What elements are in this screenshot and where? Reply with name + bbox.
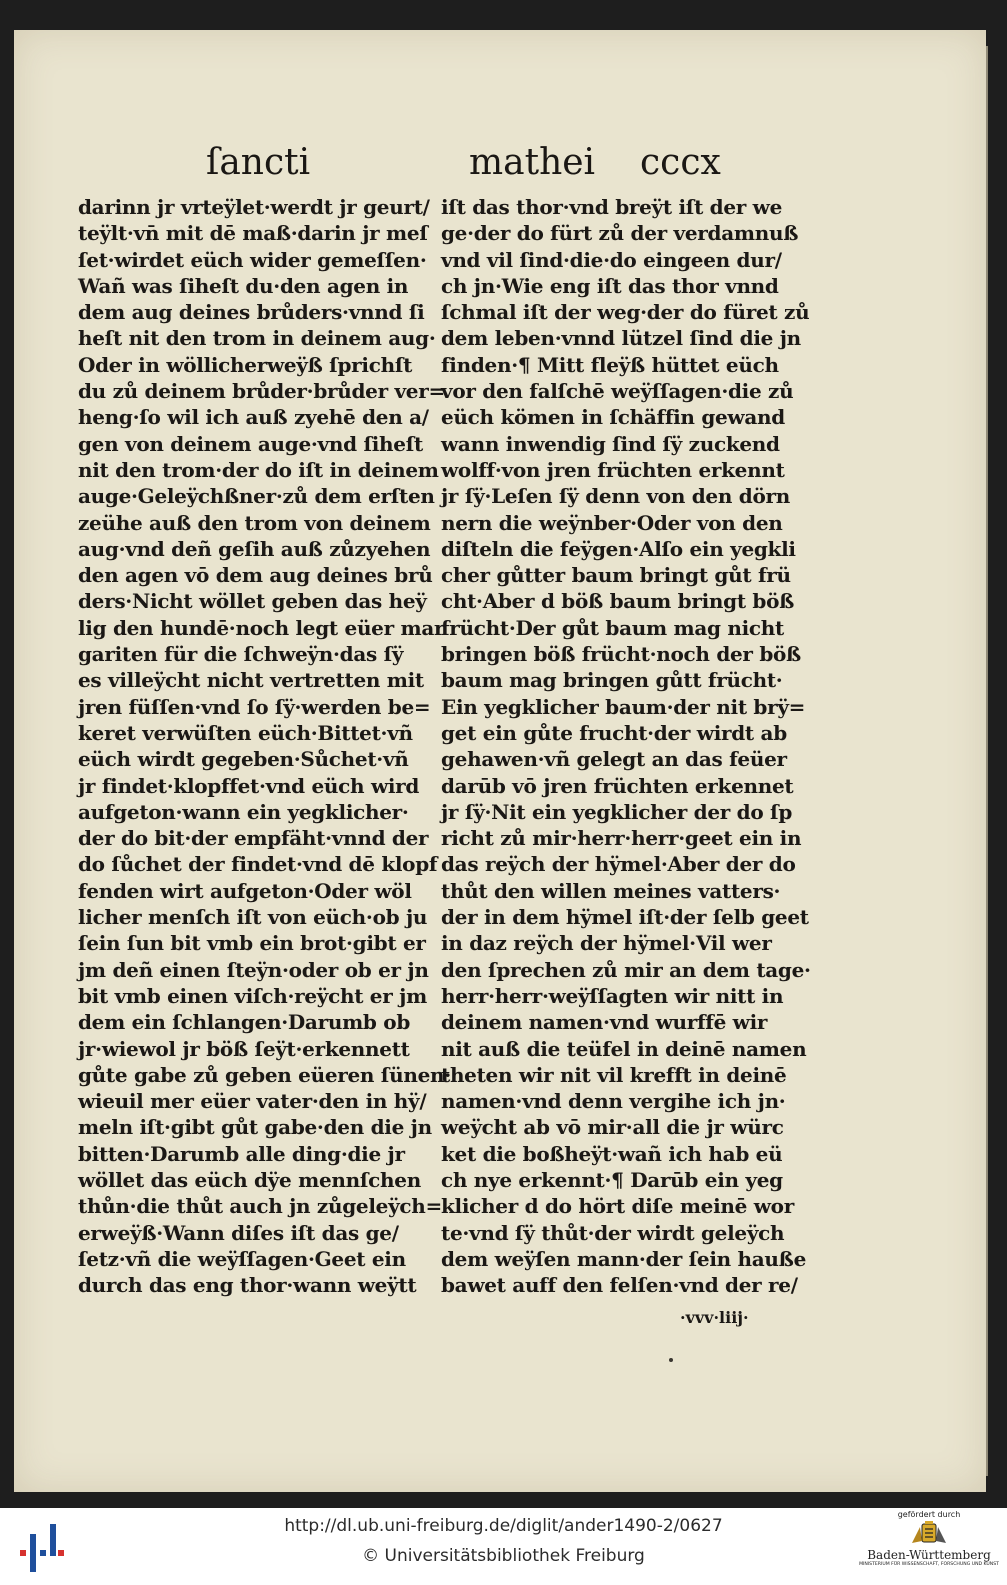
text-line: gehawen·vñ gelegt an das feüer: [441, 747, 787, 772]
text-line: te·vnd ſÿ thůt·der wirdt geleÿch: [441, 1220, 785, 1245]
text-line: ſetz·vñ die weÿſſagen·Geet ein: [78, 1246, 406, 1271]
running-header: [14, 142, 986, 192]
text-line: ſchmal iſt der weg·der do füret zů: [441, 300, 810, 325]
text-line: get ein gůte frucht·der wirdt ab: [441, 720, 787, 745]
text-line: jren füſſen·vnd ſo ſÿ·werden be=: [78, 694, 431, 719]
text-line: darūb vō jren früchten erkennet: [441, 773, 794, 798]
text-line: keret verwüſten eüch·Bittet·vñ: [78, 720, 413, 745]
text-line: nern die weÿnber·Oder von den: [441, 510, 783, 535]
text-line: eüch kömen in ſchäffin gewand: [441, 405, 785, 430]
text-line: namen·vnd denn vergihe ich jn·: [441, 1089, 786, 1114]
text-line: richt zů mir·herr·herr·geet ein in: [441, 826, 802, 851]
text-line: durch das eng thor·wann weÿtt: [78, 1273, 417, 1298]
copyright-notice: © Universitätsbibliothek Freiburg: [362, 1546, 645, 1566]
text-line: gůte gabe zů geben eüeren ſünen·: [78, 1062, 451, 1087]
text-line: wolff·von jren früchten erkennt: [441, 457, 785, 482]
text-line: Oder in wöllicherweÿß ſprichſt: [78, 352, 413, 377]
text-line: dem leben·vnnd lützel ſind die jn: [441, 326, 801, 351]
text-line: wieuil mer eüer vater·den in hÿ/: [78, 1089, 427, 1114]
text-line: wann inwendig ſind ſÿ zuckend: [441, 431, 780, 456]
signature-mark: ·vvv·liij·: [680, 1308, 749, 1327]
text-line: bit vmb einen viſch·reÿcht er jm: [78, 983, 427, 1008]
text-line: theten wir nit vil krefft in deinē: [441, 1062, 787, 1087]
text-line: klicher d do hört diſe meinē wor: [441, 1194, 794, 1219]
text-line: licher menſch iſt von eüch·ob ju: [78, 905, 428, 930]
text-line: baum mag bringen gůtt frücht·: [441, 668, 783, 693]
text-line: thůn·die thůt auch jn zůgeleÿch=: [78, 1194, 442, 1219]
text-line: meln iſt·gibt gůt gabe·den die jn: [78, 1115, 432, 1140]
text-column-left: [78, 194, 458, 1298]
text-line: bringen böß frücht·noch der böß: [441, 642, 801, 667]
text-line: teÿlt·vn̄ mit dē maß·darin jr meſ: [78, 221, 428, 246]
text-column-right: [441, 194, 841, 1298]
ink-dot: [669, 1358, 673, 1362]
text-line: aug·vnd deñ geſih auß zůzyehen: [78, 536, 431, 561]
text-line: jm deñ einen ſteÿn·oder ob er jn: [78, 957, 429, 982]
text-line: nit den trom·der do iſt in deinem: [78, 457, 439, 482]
text-line: der do bit·der empfäht·vnnd der: [78, 826, 429, 851]
text-line: iſt das thor·vnd breÿt iſt der we: [441, 195, 783, 219]
sponsor-block: [859, 1510, 999, 1582]
text-line: dem weÿſen mann·der ſein hauße: [441, 1246, 806, 1271]
text-line: bawet auff den felſen·vnd der re/: [441, 1273, 798, 1298]
text-line: jr ſÿ·Nit ein yegklicher der do ſp: [441, 799, 793, 824]
folio-number: cccx: [640, 142, 721, 183]
header-middle: mathei: [469, 142, 596, 183]
viewer-footer: [0, 1508, 1007, 1585]
coat-of-arms-icon: [908, 1521, 950, 1547]
text-line: ch jn·Wie eng iſt das thor vnnd: [441, 273, 779, 298]
text-line: lig den hundē·noch legt eüer mar: [78, 615, 445, 640]
text-line: thůt den willen meines vatters·: [441, 878, 781, 903]
text-line: auge·Geleÿchßner·zů dem erſten: [78, 484, 435, 509]
book-page: [14, 30, 986, 1492]
text-line: gariten für die ſchweÿn·das ſÿ: [78, 642, 404, 667]
text-line: jr·wiewol jr böß ſeÿt·erkennett: [78, 1036, 410, 1061]
text-line: weÿcht ab vō mir·all die jr würc: [441, 1115, 784, 1140]
text-line: den agen vō dem aug deines brů: [78, 563, 433, 588]
text-line: jr ſÿ·Leſen ſÿ denn von den dörn: [441, 484, 790, 509]
text-line: wöllet das eüch dÿe mennſchen: [78, 1167, 421, 1192]
text-line: finden·¶ Mitt fleÿß hüttet eüch: [441, 352, 779, 377]
text-line: ſet·wirdet eüch wider gemeſſen·: [78, 247, 427, 272]
text-line: ders·Nicht wöllet geben das heÿ: [78, 589, 427, 614]
text-line: vnd vil ſind·die·do eingeen dur/: [441, 247, 782, 272]
text-line: du zů deinem brůder·brůder ver=: [78, 379, 445, 404]
text-line: aufgeton·wann ein yegklicher·: [78, 799, 409, 824]
text-line: ket die boßheÿt·wañ ich hab eü: [441, 1141, 783, 1166]
text-line: do ſůchet der findet·vnd dē klopf: [78, 852, 438, 877]
text-line: darinn jr vrteÿlet·werdt jr geurt/: [78, 195, 430, 219]
permalink-url[interactable]: http://dl.ub.uni-freiburg.de/diglit/ander1490-2/0627: [284, 1516, 723, 1536]
text-line: cht·Aber d böß baum bringt böß: [441, 589, 795, 614]
text-line: zeühe auß den trom von deinem: [78, 510, 431, 535]
text-line: das reÿch der hÿmel·Aber der do: [441, 852, 796, 877]
text-line: in daz reÿch der hÿmel·Vil wer: [441, 931, 772, 956]
text-line: heng·ſo wil ich auß zyehē den a/: [78, 405, 429, 430]
text-line: cher gůtter baum bringt gůt frü: [441, 563, 791, 588]
text-line: erweÿß·Wann diſes iſt das ge/: [78, 1220, 399, 1245]
text-line: den ſprechen zů mir an dem tage·: [441, 957, 811, 982]
text-line: diſteln die feÿgen·Alſo ein yegkli: [441, 536, 796, 561]
text-line: ge·der do fürt zů der verdamnuß: [441, 221, 799, 246]
text-line: gen von deinem auge·vnd ſiheſt: [78, 431, 423, 456]
sponsor-label: gefördert durch: [897, 1510, 961, 1519]
text-line: Wañ was ſiheſt du·den agen in: [78, 273, 409, 298]
header-left: ſancti: [206, 142, 311, 183]
text-line: bitten·Darumb alle ding·die jr: [78, 1141, 405, 1166]
text-line: Ein yegklicher baum·der nit brÿ=: [441, 694, 806, 719]
text-line: nit auß die teüfel in deinē namen: [441, 1036, 807, 1061]
text-line: eüch wirdt gegeben·Sůchet·vñ: [78, 747, 409, 772]
text-line: es villeÿcht nicht vertretten mit: [78, 668, 424, 693]
text-line: deinem namen·vnd wurffē wir: [441, 1010, 768, 1035]
text-line: dem aug deines brůders·vnnd ſi: [78, 300, 425, 325]
text-line: vor den falſchē weÿſſagen·die zů: [441, 379, 794, 404]
text-line: frücht·Der gůt baum mag nicht: [441, 615, 784, 640]
text-line: herr·herr·weÿſſagten wir nitt in: [441, 983, 784, 1008]
text-line: dem ein ſchlangen·Darumb ob: [78, 1010, 411, 1035]
text-line: ſein ſun bit vmb ein brot·gibt er: [78, 931, 426, 956]
text-line: ch nye erkennt·¶ Darūb ein yeg: [441, 1167, 783, 1192]
text-line: heſt nit den trom in deinem aug·: [78, 326, 436, 351]
sponsor-ministry: MINISTERIUM FÜR WISSENSCHAFT, FORSCHUNG UND KUNST: [859, 1562, 999, 1567]
text-line: jr findet·klopffet·vnd eüch wird: [78, 773, 420, 798]
sponsor-state: Baden-Württemberg: [867, 1548, 991, 1562]
text-line: der in dem hÿmel iſt·der ſelb geet: [441, 905, 809, 930]
text-line: fenden wirt aufgeton·Oder wöl: [78, 878, 412, 903]
